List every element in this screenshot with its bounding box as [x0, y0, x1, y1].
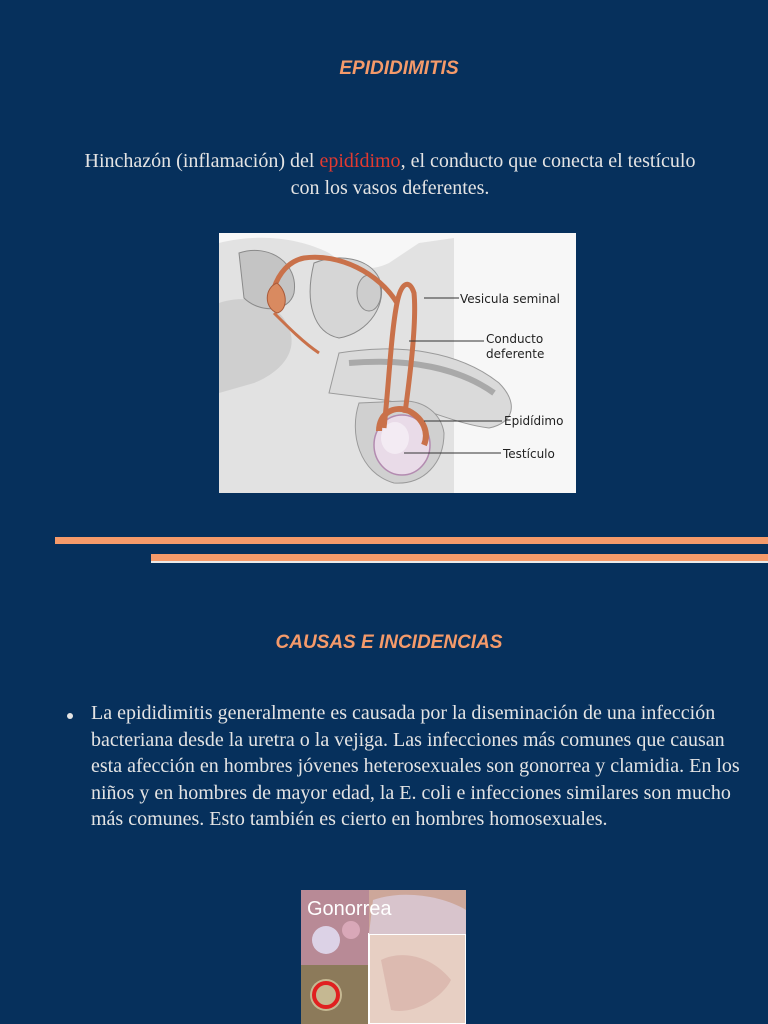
label-testiculo: Testículo — [503, 447, 555, 461]
gonorrea-photo — [301, 890, 466, 1024]
intro-paragraph — [70, 148, 710, 202]
section-heading: CAUSAS E INCIDENCIAS — [275, 632, 503, 653]
label-deferente: deferente — [486, 347, 545, 361]
anatomy-illustration — [219, 233, 576, 493]
divider-bar-bottom — [151, 554, 768, 561]
divider-bar-top — [55, 537, 768, 544]
label-conducto: Conducto — [486, 332, 544, 346]
intro-text-start: Hinchazón (inflamación) del — [84, 150, 320, 172]
label-vesicula-seminal: Vesicula seminal — [460, 292, 560, 306]
bullet-icon — [67, 713, 73, 719]
anatomy-drawing — [219, 233, 576, 493]
intro-text-end: , el conducto que conecta el testículo con los vasos deferentes. — [290, 150, 696, 199]
label-epididimo: Epidídimo — [504, 414, 564, 428]
epididimo-highlight: epidídimo — [319, 150, 401, 172]
gonorrea-label: Gonorrea — [307, 898, 392, 920]
bullet-paragraph: La epididimitis generalmente es causada por la diseminación de una infección bacteriana desde la uretra o la vejiga. Las infecciones más comunes que causan esta afección en hombres jóvenes heterosexuales son gonorrea y clamidia. En los niños y en hombres de mayor edad, la E. coli e infecciones similares son mucho más comunes. Esto también es cierto en hombres homosexuales. — [91, 702, 740, 830]
page-title: EPIDIDIMITIS — [339, 58, 459, 79]
divider-line-white — [151, 561, 768, 563]
